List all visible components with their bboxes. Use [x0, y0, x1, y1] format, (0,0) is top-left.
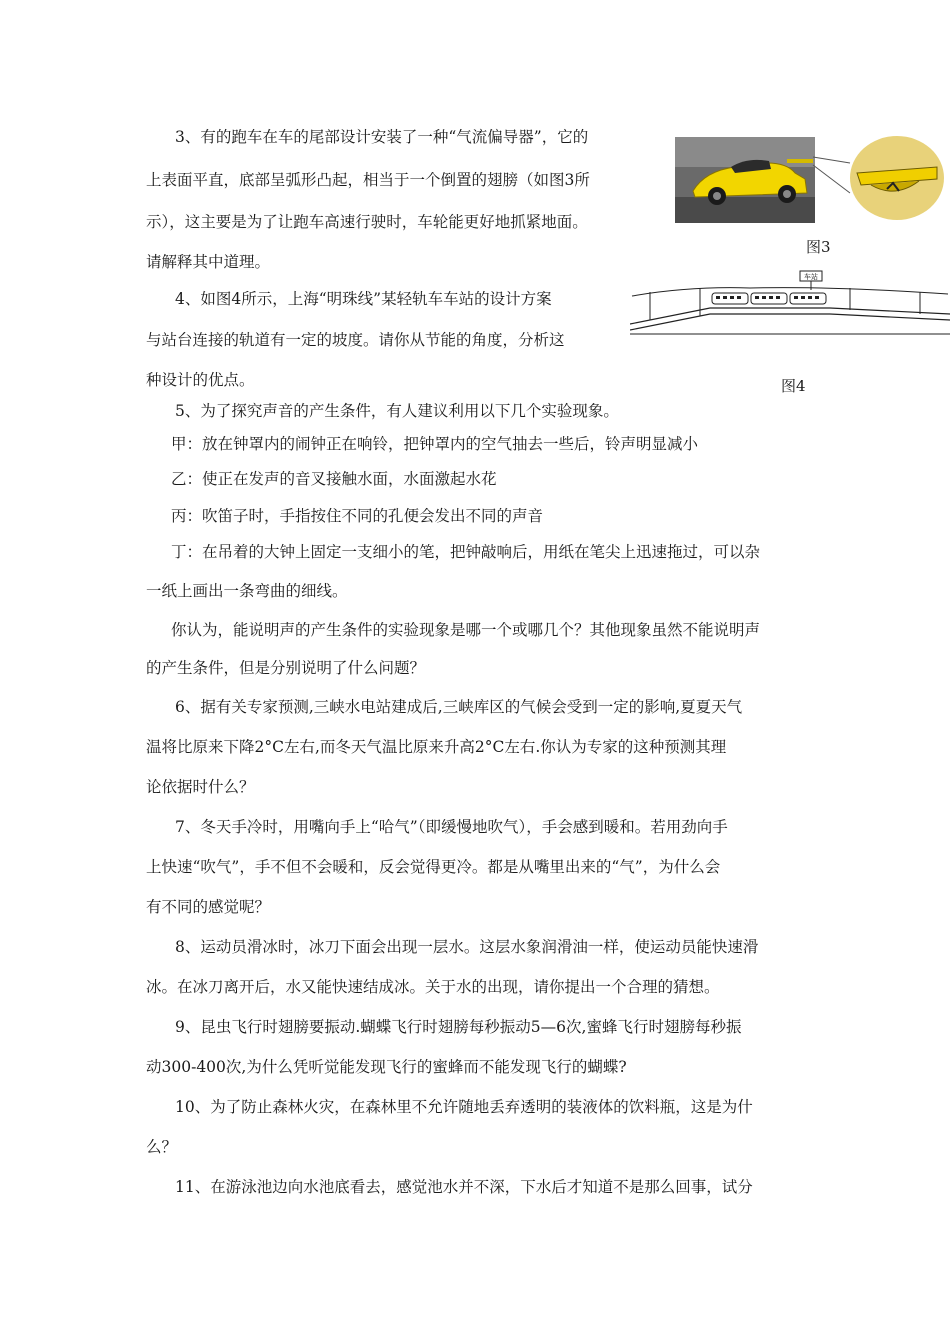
- q5-option-bing: 丙：吹笛子时，手指按住不同的孔便会发出不同的声音: [171, 507, 544, 525]
- q3-line-4: 请解释其中道理。: [146, 253, 271, 271]
- q4-line-3: 种设计的优点。: [146, 371, 255, 389]
- q9-line-1: 9、昆虫飞行时翅膀要振动.蝴蝶飞行时翅膀每秒振动5—6次,蜜蜂飞行时翅膀每秒振: [175, 1018, 742, 1036]
- q5-question-2: 的产生条件，但是分别说明了什么问题？: [146, 659, 426, 677]
- figure-4-station-diagram: [630, 268, 950, 340]
- figure-4-caption: 图4: [781, 377, 806, 395]
- q6-line-3: 论依据时什么？: [146, 778, 255, 796]
- q5-option-jia: 甲：放在钟罩内的闹钟正在响铃，把钟罩内的空气抽去一些后，铃声明显减小: [171, 435, 699, 453]
- q5-option-yi: 乙：使正在发声的音叉接触水面，水面激起水花: [171, 470, 497, 488]
- figure-3-caption: 图3: [806, 238, 831, 256]
- figure-3-car-image: [675, 133, 945, 225]
- q10-line-2: 么？: [146, 1138, 178, 1156]
- q6-line-1: 6、据有关专家预测,三峡水电站建成后,三峡库区的气候会受到一定的影响,夏夏天气: [175, 698, 743, 716]
- q10-line-1: 10、为了防止森林火灾，在森林里不允许随地丢弃透明的装液体的饮料瓶，这是为什: [175, 1098, 753, 1116]
- q11-line-1: 11、在游泳池边向水池底看去，感觉池水并不深，下水后才知道不是那么回事，试分: [175, 1178, 753, 1196]
- q8-line-2: 冰。在冰刀离开后，水又能快速结成冰。关于水的出现，请你提出一个合理的猜想。: [146, 978, 720, 996]
- q4-line-2: 与站台连接的轨道有一定的坡度。请你从节能的角度，分析这: [146, 331, 565, 349]
- q6-line-2: 温将比原来下降2°C左右,而冬天气温比原来升高2°C左右.你认为专家的这种预测其理: [146, 738, 727, 756]
- q8-line-1: 8、运动员滑冰时，冰刀下面会出现一层水。这层水象润滑油一样，使运动员能快速滑: [175, 938, 759, 956]
- q5-option-ding-1: 丁：在吊着的大钟上固定一支细小的笔，把钟敲响后，用纸在笔尖上迅速拖过，可以杂: [171, 543, 761, 561]
- q5-line-1: 5、为了探究声音的产生条件，有人建议利用以下几个实验现象。: [175, 402, 619, 420]
- q5-option-ding-2: 一纸上画出一条弯曲的细线。: [146, 582, 348, 600]
- q3-line-1: 3、有的跑车在车的尾部设计安装了一种“气流偏导器”，它的: [175, 128, 589, 146]
- q3-line-3: 示），这主要是为了让跑车高速行驶时，车轮能更好地抓紧地面。: [146, 213, 588, 231]
- station-sign: 车站: [804, 273, 818, 281]
- q9-line-2: 动300-400次,为什么凭听觉能发现飞行的蜜蜂而不能发现飞行的蝴蝶?: [146, 1058, 627, 1076]
- q7-line-2: 上快速“吹气”，手不但不会暖和，反会觉得更冷。都是从嘴里出来的“气”，为什么会: [146, 858, 721, 876]
- q3-line-2: 上表面平直，底部呈弧形凸起，相当于一个倒置的翅膀（如图3所: [146, 171, 590, 189]
- q4-line-1: 4、如图4所示，上海“明珠线”某轻轨车车站的设计方案: [175, 290, 552, 308]
- q7-line-1: 7、冬天手冷时，用嘴向手上“哈气”（即缓慢地吹气），手会感到暖和。若用劲向手: [175, 818, 728, 836]
- q5-question-1: 你认为，能说明声的产生条件的实验现象是哪一个或哪几个？其他现象虽然不能说明声: [171, 621, 761, 639]
- q7-line-3: 有不同的感觉呢？: [146, 898, 271, 916]
